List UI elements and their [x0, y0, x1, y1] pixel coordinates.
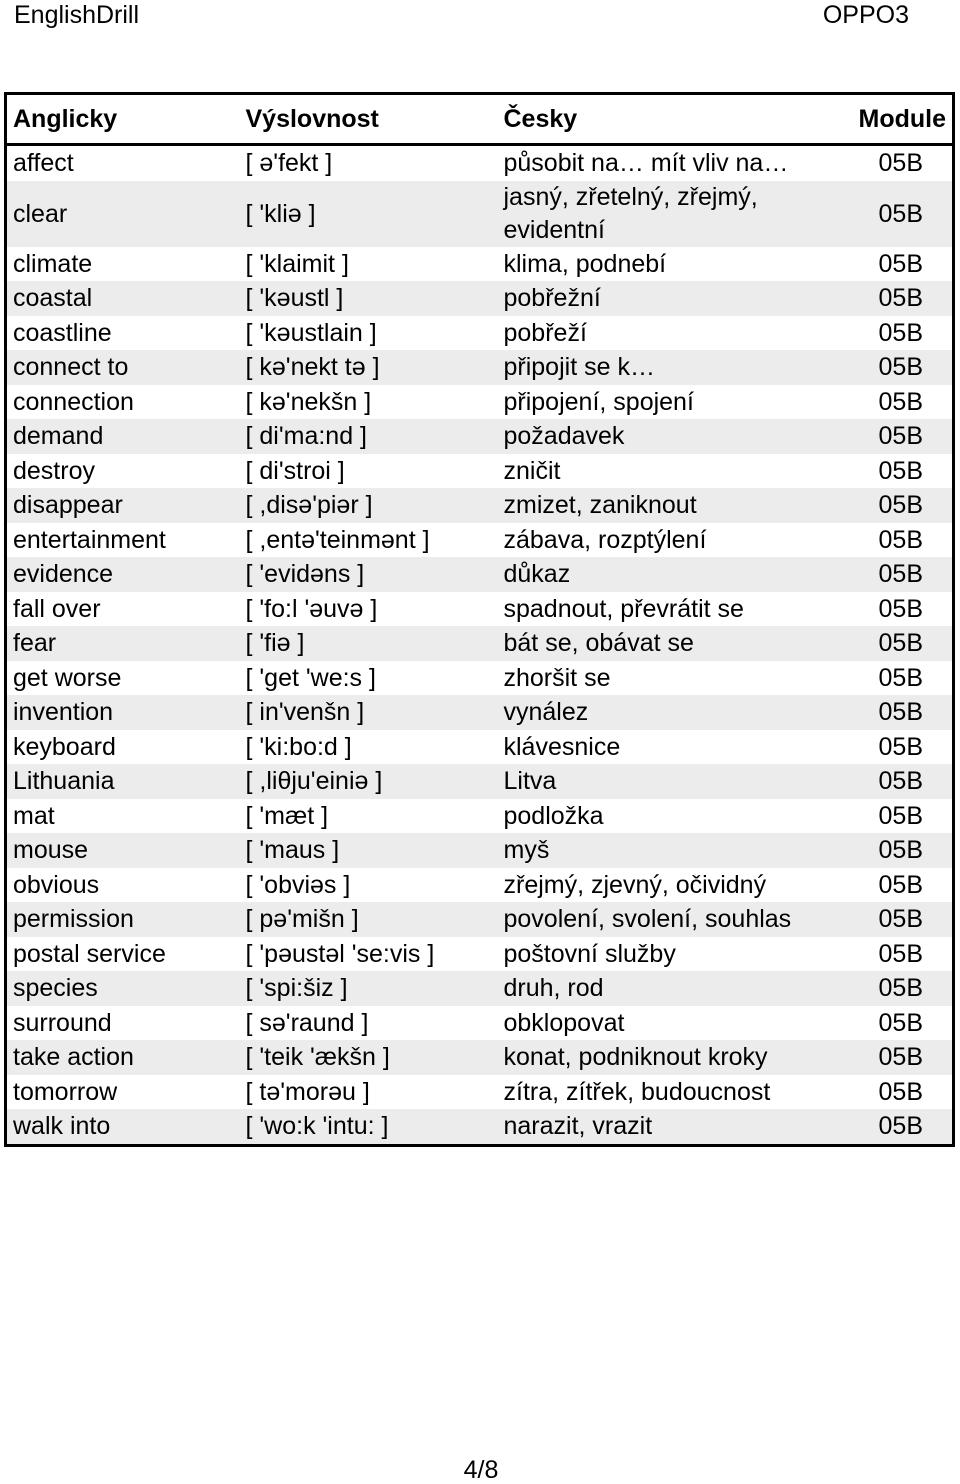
cell-english: keyboard: [13, 732, 116, 761]
cell-pronunciation: [ sə'raund ]: [245, 1008, 369, 1037]
cell-czech: připojit se k…: [498, 350, 854, 385]
cell-english: climate: [13, 249, 93, 278]
table-row: [6, 937, 954, 972]
cell-pronunciation: [ in'venšn ]: [240, 695, 498, 730]
cell-english: permission: [6, 902, 240, 937]
table-row: [6, 1109, 954, 1145]
cell-pronunciation: [ di'stroi ]: [245, 456, 345, 485]
cell-english: connect to: [6, 350, 240, 385]
cell-english: obvious: [13, 870, 100, 899]
table-row: [6, 971, 954, 1006]
table-row: [6, 1075, 954, 1110]
cell-pronunciation: [ ,liθju'einiə ]: [240, 764, 498, 799]
table-row: [6, 695, 954, 730]
cell-english: entertainment: [13, 525, 166, 554]
cell-czech: zítra, zítřek, budoucnost: [503, 1077, 771, 1106]
cell-english: evidence: [6, 557, 240, 592]
table-header-row: [6, 94, 954, 145]
cell-english: species: [6, 971, 240, 1006]
cell-module: 05B: [878, 801, 923, 830]
cell-english: get worse: [13, 663, 122, 692]
cell-module: 05B: [878, 732, 923, 761]
cell-module: 05B: [878, 870, 923, 899]
table-body: [6, 145, 954, 1146]
table-row: [6, 799, 954, 834]
cell-czech: klima, podnebí: [503, 249, 667, 278]
cell-czech: připojení, spojení: [503, 387, 694, 416]
cell-english: tomorrow: [13, 1077, 118, 1106]
cell-module: 05B: [854, 1040, 954, 1075]
device-name: OPPO3: [822, 1, 909, 29]
cell-english: destroy: [13, 456, 95, 485]
table-row: [6, 661, 954, 696]
app-title: EnglishDrill: [14, 1, 140, 29]
cell-pronunciation: [ 'spi:šiz ]: [240, 971, 498, 1006]
table-row: [6, 868, 954, 903]
cell-pronunciation: [ kə'nekt tə ]: [240, 350, 498, 385]
cell-english: postal service: [13, 939, 166, 968]
table-row: [6, 281, 954, 316]
cell-english: Lithuania: [6, 764, 240, 799]
cell-pronunciation: [ kə'nekšn ]: [245, 387, 372, 416]
cell-czech: podložka: [503, 801, 604, 830]
cell-pronunciation: [ ,disə'piər ]: [240, 488, 498, 523]
cell-czech: působit na… mít vliv na…: [503, 149, 789, 178]
cell-module: 05B: [854, 557, 954, 592]
cell-czech: konat, podniknout kroky: [498, 1040, 854, 1075]
cell-czech: klávesnice: [503, 732, 621, 761]
cell-czech: bát se, obávat se: [498, 626, 854, 661]
cell-pronunciation: [ 'pəustəl 'se:vis ]: [245, 939, 435, 968]
cell-pronunciation: [ 'ki:bo:d ]: [245, 732, 352, 761]
cell-pronunciation: [ 'evidəns ]: [240, 557, 498, 592]
cell-module: 05B: [854, 181, 954, 247]
cell-english: connection: [13, 387, 134, 416]
cell-english: fall over: [13, 594, 101, 623]
cell-czech: pobřeží: [503, 318, 587, 347]
cell-czech: narazit, vrazit: [498, 1109, 854, 1145]
table-row: [6, 523, 954, 558]
cell-english: mat: [13, 801, 55, 830]
cell-english: coastline: [13, 318, 112, 347]
table-row: [6, 181, 954, 247]
cell-czech: zábava, rozptýlení: [503, 525, 707, 554]
cell-module: 05B: [878, 387, 923, 416]
cell-pronunciation: [ 'klaimit ]: [245, 249, 349, 278]
cell-czech: povolení, svolení, souhlas: [498, 902, 854, 937]
table-row: [6, 350, 954, 385]
cell-czech: myš: [498, 833, 854, 868]
cell-module: 05B: [878, 525, 923, 554]
table-row: [6, 419, 954, 454]
cell-module: 05B: [854, 1109, 954, 1145]
table-row: [6, 1006, 954, 1041]
cell-module: 05B: [878, 1008, 923, 1037]
table-row: [6, 557, 954, 592]
cell-module: 05B: [878, 939, 923, 968]
cell-czech: spadnout, převrátit se: [503, 594, 744, 623]
cell-pronunciation: [ 'get 'we:s ]: [245, 663, 376, 692]
cell-english: walk into: [6, 1109, 240, 1145]
cell-pronunciation: [ 'maus ]: [240, 833, 498, 868]
cell-pronunciation: [ 'mæt ]: [245, 801, 329, 830]
page-header: [0, 0, 960, 30]
cell-czech: zničit: [503, 456, 561, 485]
cell-module: 05B: [878, 594, 923, 623]
cell-czech: zhoršit se: [503, 663, 611, 692]
page-number: 4/8: [463, 1456, 499, 1484]
cell-module: 05B: [878, 318, 923, 347]
table-row: [6, 385, 954, 420]
cell-czech: zřejmý, zjevný, očividný: [503, 870, 767, 899]
cell-pronunciation: [ di'ma:nd ]: [240, 419, 498, 454]
cell-czech: druh, rod: [498, 971, 854, 1006]
cell-english: demand: [6, 419, 240, 454]
cell-module: 05B: [854, 626, 954, 661]
cell-pronunciation: [ ə'fekt ]: [245, 149, 333, 178]
cell-module: 05B: [854, 833, 954, 868]
table-row: [6, 833, 954, 868]
table-row: [6, 454, 954, 489]
column-header-czech: Česky: [503, 105, 578, 133]
cell-english: surround: [13, 1008, 112, 1037]
cell-english: disappear: [6, 488, 240, 523]
table-row: [6, 902, 954, 937]
cell-czech: Litva: [498, 764, 854, 799]
cell-module: 05B: [854, 902, 954, 937]
cell-pronunciation: [ 'kəustl ]: [240, 281, 498, 316]
column-header-module: Module: [858, 105, 946, 133]
cell-module: 05B: [854, 350, 954, 385]
cell-pronunciation: [ ,entə'teinmənt ]: [245, 525, 430, 554]
cell-pronunciation: [ 'fiə ]: [240, 626, 498, 661]
table-row: [6, 592, 954, 627]
cell-english: affect: [13, 149, 74, 178]
cell-pronunciation: [ 'kəustlain ]: [245, 318, 377, 347]
table-row: [6, 626, 954, 661]
cell-module: 05B: [878, 456, 923, 485]
cell-czech: zmizet, zaniknout: [498, 488, 854, 523]
cell-pronunciation: [ 'wo:k 'intu: ]: [240, 1109, 498, 1145]
cell-pronunciation: [ pə'mišn ]: [240, 902, 498, 937]
cell-pronunciation: [ 'obviəs ]: [245, 870, 351, 899]
cell-czech: pobřežní: [498, 281, 854, 316]
table-row: [6, 730, 954, 765]
cell-english: coastal: [6, 281, 240, 316]
cell-english: clear: [6, 181, 240, 247]
table-row: [6, 764, 954, 799]
cell-module: 05B: [854, 971, 954, 1006]
cell-module: 05B: [854, 281, 954, 316]
cell-pronunciation: [ tə'morəu ]: [245, 1077, 370, 1106]
cell-module: 05B: [854, 419, 954, 454]
table-row: [6, 316, 954, 351]
cell-module: 05B: [878, 663, 923, 692]
cell-pronunciation: [ 'fo:l 'əuvə ]: [245, 594, 378, 623]
table-row: [6, 488, 954, 523]
cell-english: invention: [6, 695, 240, 730]
cell-pronunciation: [ 'teik 'ækšn ]: [240, 1040, 498, 1075]
cell-czech: důkaz: [498, 557, 854, 592]
cell-czech: vynález: [498, 695, 854, 730]
cell-module: 05B: [878, 149, 923, 178]
cell-module: 05B: [854, 695, 954, 730]
cell-czech: jasný, zřetelný, zřejmý, evidentní: [498, 181, 854, 247]
cell-module: 05B: [878, 249, 923, 278]
cell-english: mouse: [6, 833, 240, 868]
cell-czech: poštovní služby: [503, 939, 676, 968]
table-row: [6, 247, 954, 282]
cell-english: take action: [6, 1040, 240, 1075]
column-header-english: Anglicky: [13, 105, 118, 133]
vocabulary-table: [4, 92, 955, 1147]
cell-module: 05B: [854, 764, 954, 799]
column-header-pronunciation: Výslovnost: [245, 105, 379, 133]
cell-module: 05B: [878, 1077, 923, 1106]
table-row: [6, 145, 954, 181]
cell-english: fear: [6, 626, 240, 661]
table-row: [6, 1040, 954, 1075]
cell-czech: požadavek: [498, 419, 854, 454]
cell-czech: obklopovat: [503, 1008, 625, 1037]
cell-module: 05B: [854, 488, 954, 523]
cell-pronunciation: [ 'kliə ]: [240, 181, 498, 247]
